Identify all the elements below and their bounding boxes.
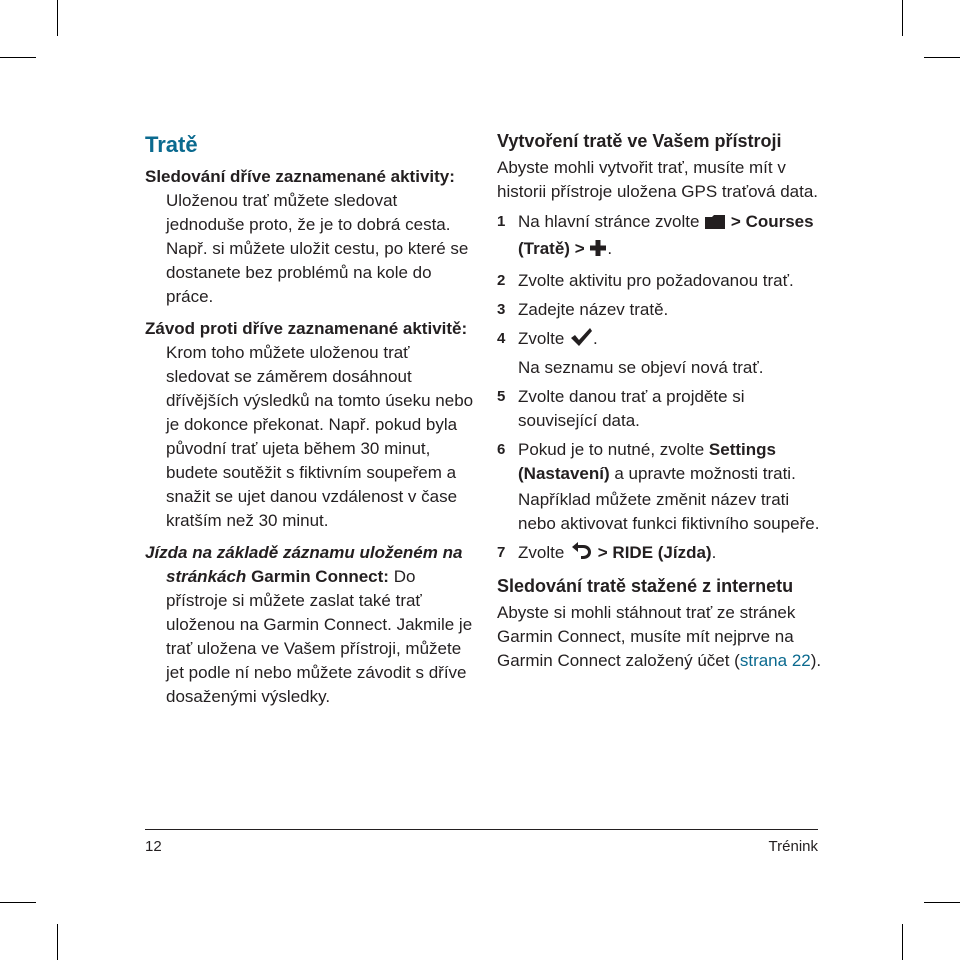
definition-item (145, 317, 475, 533)
step-note: Například můžete změnit název trati nebo aktivovat funkci fiktivního soupeře. (518, 490, 820, 533)
step-text: Na hlavní stránce zvolte (518, 212, 700, 231)
steps-list (497, 541, 827, 568)
step-note: Na seznamu se objeví nová trať. (518, 358, 764, 377)
crop-mark (0, 57, 36, 58)
step-text: Zvolte aktivitu pro požadovanou trať. (518, 271, 794, 290)
crop-mark (57, 0, 58, 36)
definition-term: Sledování dříve zaznamenané aktivity: (145, 167, 455, 186)
step-item (497, 541, 827, 568)
step-text: Zadejte název tratě. (518, 300, 669, 319)
step-item (497, 298, 827, 322)
step-number: 3 (497, 301, 506, 318)
subsection-heading: Sledování tratě stažené z internetu (497, 576, 794, 596)
crop-mark (0, 902, 36, 903)
step-item (497, 385, 827, 433)
step-item (497, 438, 827, 486)
step-text: Zvolte danou trať a projděte si související data. (518, 387, 745, 430)
chapter-name: Trénink (768, 838, 818, 855)
step-text: > (730, 212, 741, 231)
crop-mark (924, 57, 960, 58)
intro-paragraph: Abyste mohli vytvořit trať, musíte mít v historii přístroje uložena GPS traťová data. (497, 158, 819, 201)
definition-text: Uloženou trať můžete sledovat jednoduše proto, že je to dobrá cesta. Např. si můžete uložit cestu, po které se dostanete bez problémů na kole do práce. (166, 191, 469, 306)
check-icon (569, 327, 593, 354)
step-text-bold: Settings (Nastavení) (518, 440, 776, 483)
left-column (145, 126, 475, 717)
step-text: Zvolte (518, 543, 565, 562)
step-text: . (607, 239, 613, 258)
step-number: 7 (497, 544, 506, 561)
steps-list (497, 385, 827, 486)
plus-icon (589, 239, 607, 264)
definition-item (145, 165, 475, 309)
step-number: 2 (497, 272, 506, 289)
subsection-heading: Vytvoření tratě ve Vašem přístroji (497, 131, 782, 151)
crop-mark (924, 902, 960, 903)
step-item (497, 269, 827, 293)
step-number: 5 (497, 388, 506, 405)
definition-term: Závod proti dříve zaznamenané aktivitě: (145, 319, 468, 338)
page-number: 12 (145, 838, 162, 855)
step-item (497, 210, 827, 264)
intro-paragraph (497, 601, 827, 673)
page-footer (145, 829, 818, 855)
manual-page (145, 126, 822, 866)
definition-term: Garmin Connect: (251, 567, 389, 586)
step-item (497, 327, 827, 354)
crop-mark (902, 924, 903, 960)
step-text: a upravte možnosti trati. (614, 464, 796, 483)
folder-icon (704, 213, 726, 237)
right-column (497, 126, 827, 679)
crop-mark (902, 0, 903, 36)
definition-text: Krom toho můžete uloženou trať sledovat se záměrem dosáhnout dřívějších výsledků na tomto úseku nebo je dokonce překonat. Např. pokud byla původní trať ujeta během 30 minut, budete soutěžit s fiktivním soupeřem a snažit se ujet danou vzdálenost v čase kratším než 30 minut. (166, 343, 474, 530)
step-text: Zvolte (518, 329, 565, 348)
intro-text: Abyste si mohli stáhnout trať ze stránek Garmin Connect, musíte mít nejprve na Garmin Connect založený účet ( (497, 603, 796, 670)
step-text-bold: Courses (Tratě) (518, 212, 814, 258)
steps-list (497, 210, 827, 354)
back-arrow-icon (569, 541, 593, 568)
step-text: . (593, 329, 598, 348)
step-number: 6 (497, 441, 506, 458)
step-text-bold: > RIDE (Jízda) (597, 543, 712, 562)
page-reference-link[interactable]: strana 22 (739, 651, 811, 670)
definition-item (145, 541, 475, 709)
intro-text: ). (810, 651, 822, 670)
crop-mark (57, 924, 58, 960)
section-title: Tratě (145, 132, 198, 157)
step-number: 4 (497, 330, 506, 347)
definition-term-italic: Jízda na základě záznamu uloženém na stránkách (145, 543, 463, 586)
step-text: . (711, 543, 717, 562)
step-text: > (574, 239, 585, 258)
step-number: 1 (497, 213, 506, 230)
step-text: Pokud je to nutné, zvolte (518, 440, 705, 459)
definition-text: Do přístroje si můžete zaslat také trať uloženou na Garmin Connect. Jakmile je trať uložena ve Vašem přístroji, můžete jet podle ní nebo můžete závodit s dříve dosaženými výsledky. (166, 567, 473, 706)
